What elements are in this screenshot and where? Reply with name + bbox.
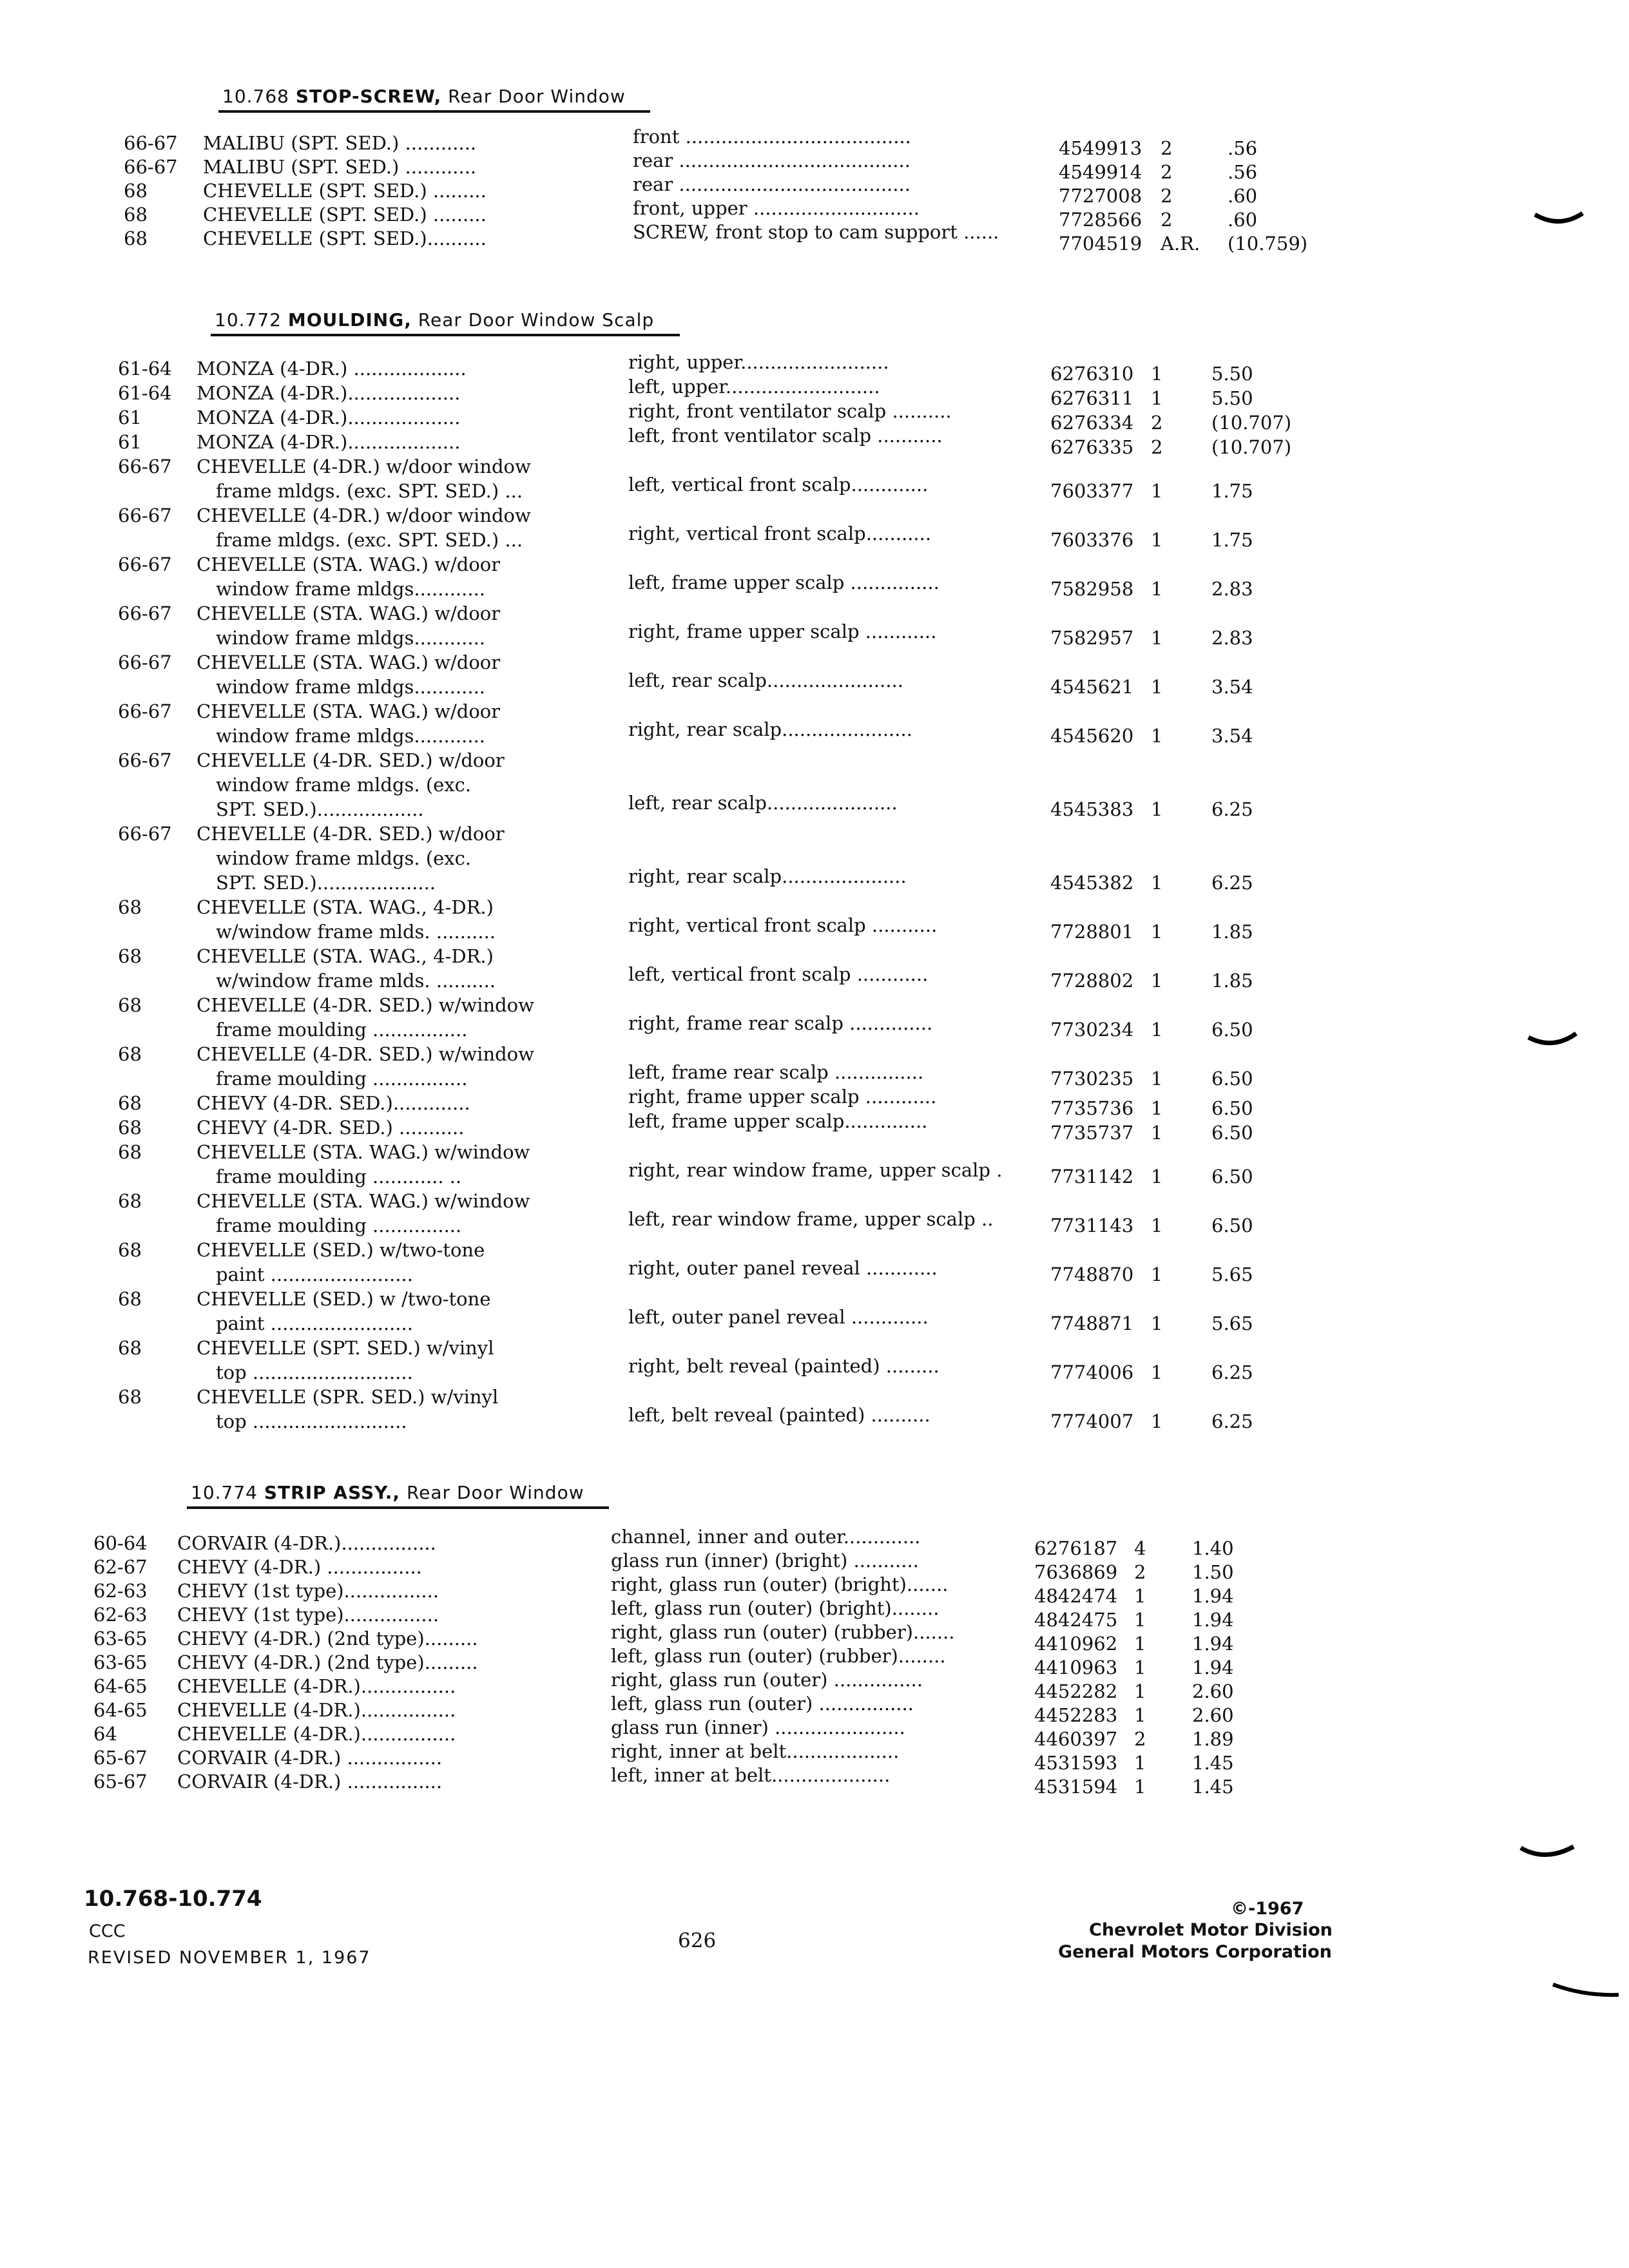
part-number: 7774006 [1050, 1361, 1134, 1383]
price: 6.25 [1211, 1410, 1253, 1432]
price: .60 [1228, 209, 1258, 231]
vehicle-model-line: CHEVELLE (SPT. SED.) w/vinyl [197, 1337, 494, 1359]
part-description: left, outer panel reveal ............. [628, 1306, 929, 1328]
vehicle-model-line: window frame mldgs............ [216, 725, 486, 747]
model-years: 65-67 [93, 1771, 148, 1792]
price: (10.707) [1211, 436, 1292, 458]
vehicle-model-line: frame moulding ............... [216, 1215, 462, 1236]
footer-revised-date: REVISED NOVEMBER 1, 1967 [88, 1948, 371, 1968]
part-number: 7731143 [1050, 1215, 1134, 1236]
quantity: 1 [1151, 1097, 1163, 1119]
part-number: 4460397 [1034, 1728, 1118, 1750]
part-number: 7582958 [1050, 578, 1134, 600]
binder-mark-4 [1552, 1982, 1623, 2008]
section-subtitle: Rear Door Window [448, 86, 626, 107]
part-number: 4452282 [1034, 1680, 1118, 1702]
vehicle-model-line: paint ........................ [216, 1264, 413, 1285]
part-number: 6276310 [1050, 363, 1134, 385]
footer-range: 10.768-10.774 [84, 1886, 262, 1912]
part-number: 4531593 [1034, 1752, 1118, 1774]
part-description: right, glass run (outer) (rubber)....... [611, 1621, 955, 1643]
quantity: 1 [1151, 387, 1163, 409]
part-description: right, upper......................... [628, 351, 889, 373]
vehicle-model-line: CHEVELLE (STA. WAG.) w/door [197, 553, 501, 575]
price: 6.25 [1211, 1361, 1253, 1383]
vehicle-model-line: MONZA (4-DR.)................... [197, 407, 461, 428]
model-years: 66-67 [124, 132, 178, 154]
price: 1.75 [1211, 480, 1253, 502]
vehicle-model-line: window frame mldgs............ [216, 578, 486, 600]
part-description: left, glass run (outer) (rubber)........ [611, 1645, 946, 1667]
section-heading [191, 1482, 584, 1503]
part-description: left, frame upper scalp.............. [628, 1110, 928, 1132]
part-description: glass run (inner) ...................... [611, 1716, 905, 1738]
vehicle-model-line: top ........................... [216, 1361, 413, 1383]
part-description: left, vertical front scalp............. [628, 474, 929, 495]
quantity: 1 [1134, 1657, 1146, 1678]
model-years: 64 [93, 1723, 117, 1745]
part-number: 6276187 [1034, 1537, 1118, 1559]
model-years: 68 [118, 945, 142, 967]
vehicle-model-line: CHEVELLE (STA. WAG., 4-DR.) [197, 945, 494, 967]
part-number: 6276335 [1050, 436, 1134, 458]
part-description: left, glass run (outer) (bright)........ [611, 1597, 940, 1619]
binder-mark-2 [1527, 1031, 1579, 1057]
quantity: 1 [1151, 480, 1163, 502]
model-years: 68 [118, 1239, 142, 1261]
quantity: 1 [1151, 1068, 1163, 1090]
section-underline [218, 110, 650, 113]
price: 3.54 [1211, 676, 1253, 698]
part-number: 4545383 [1050, 798, 1134, 820]
part-number: 7728801 [1050, 921, 1134, 943]
vehicle-model-line: CHEVELLE (4-DR.) w/door window [197, 456, 531, 477]
part-description: right, rear scalp..................... [628, 865, 907, 887]
vehicle-model-line: CHEVY (4-DR.) (2nd type)......... [177, 1651, 478, 1673]
vehicle-model-line: CHEVELLE (STA. WAG.) w/window [197, 1141, 530, 1163]
price: 1.45 [1192, 1776, 1234, 1798]
quantity: 1 [1151, 872, 1163, 894]
model-years: 63-65 [93, 1628, 148, 1649]
quantity: 2 [1161, 209, 1173, 231]
price: 2.60 [1192, 1680, 1234, 1702]
part-number: 7748870 [1050, 1264, 1134, 1285]
part-number: 7748871 [1050, 1312, 1134, 1334]
model-years: 66-67 [118, 456, 172, 477]
price: 2.60 [1192, 1704, 1234, 1726]
vehicle-model-line: CORVAIR (4-DR.) ................ [177, 1771, 443, 1792]
vehicle-model-line: CHEVY (4-DR.) ................ [177, 1556, 422, 1578]
quantity: 1 [1151, 970, 1163, 992]
quantity: 4 [1134, 1537, 1146, 1559]
vehicle-model-line: MONZA (4-DR.)................... [197, 431, 461, 453]
model-years: 66-67 [118, 651, 172, 673]
quantity: 1 [1151, 1410, 1163, 1432]
vehicle-model-line: CHEVELLE (STA. WAG.) w/window [197, 1190, 530, 1212]
quantity: 1 [1151, 363, 1163, 385]
vehicle-model-line: CORVAIR (4-DR.)................ [177, 1532, 436, 1554]
vehicle-model-line: CHEVY (1st type)................ [177, 1580, 439, 1602]
model-years: 68 [118, 1117, 142, 1139]
price: 6.25 [1211, 872, 1253, 894]
vehicle-model-line: CHEVELLE (SPT. SED.) ......... [203, 180, 487, 202]
part-description: right, glass run (outer) (bright)....... [611, 1573, 949, 1595]
part-description: front, upper ............................ [633, 197, 920, 219]
part-description: SCREW, front stop to cam support ...... [633, 221, 999, 243]
price: 2.83 [1211, 627, 1253, 649]
part-number: 4545620 [1050, 725, 1134, 747]
model-years: 66-67 [124, 156, 178, 178]
quantity: 1 [1151, 921, 1163, 943]
part-number: 4410962 [1034, 1633, 1118, 1655]
quantity: 1 [1151, 1122, 1163, 1144]
price: 6.50 [1211, 1097, 1253, 1119]
quantity: 1 [1134, 1752, 1146, 1774]
quantity: 2 [1151, 436, 1163, 458]
quantity: 1 [1134, 1633, 1146, 1655]
vehicle-model-line: CHEVELLE (SED.) w /two-tone [197, 1288, 491, 1310]
part-description: glass run (inner) (bright) ........... [611, 1550, 919, 1571]
vehicle-model-line: CHEVELLE (STA. WAG., 4-DR.) [197, 896, 494, 918]
price: 1.94 [1192, 1585, 1234, 1607]
quantity: A.R. [1161, 233, 1200, 255]
model-years: 66-67 [118, 505, 172, 526]
price: 6.50 [1211, 1122, 1253, 1144]
section-subtitle: Rear Door Window Scalp [418, 309, 655, 331]
vehicle-model-line: CHEVELLE (STA. WAG.) w/door [197, 602, 501, 624]
section-heading [215, 309, 654, 331]
part-description: right, rear window frame, upper scalp . [628, 1159, 1003, 1181]
model-years: 61 [118, 431, 142, 453]
part-description: left, vertical front scalp ............ [628, 963, 929, 985]
model-years: 66-67 [118, 553, 172, 575]
model-years: 68 [124, 180, 148, 202]
section-number: 10.772 [215, 309, 282, 331]
vehicle-model-line: CHEVY (4-DR. SED.) ........... [197, 1117, 465, 1139]
price: 1.45 [1192, 1752, 1234, 1774]
price: 1.89 [1192, 1728, 1234, 1750]
vehicle-model-line: window frame mldgs............ [216, 627, 486, 649]
part-description: right, glass run (outer) ............... [611, 1669, 923, 1691]
section-title: STOP-SCREW, [295, 86, 442, 107]
price: 6.50 [1211, 1166, 1253, 1187]
part-description: right, vertical front scalp........... [628, 523, 932, 544]
vehicle-model-line: CHEVY (4-DR. SED.)............. [197, 1092, 470, 1114]
vehicle-model-line: frame mldgs. (exc. SPT. SED.) ... [216, 529, 523, 551]
part-description: left, belt reveal (painted) .......... [628, 1404, 930, 1426]
part-description: left, inner at belt.................... [611, 1764, 891, 1786]
part-description: left, frame rear scalp ............... [628, 1061, 924, 1083]
quantity: 1 [1151, 627, 1163, 649]
model-years: 68 [118, 1386, 142, 1408]
vehicle-model-line: MALIBU (SPT. SED.) ............ [203, 132, 477, 154]
price: 1.50 [1192, 1561, 1234, 1583]
section-title: MOULDING, [287, 309, 412, 331]
model-years: 61 [118, 407, 142, 428]
footer-corporation: General Motors Corporation [1058, 1942, 1332, 1962]
price: 1.85 [1211, 921, 1253, 943]
part-number: 4842474 [1034, 1585, 1118, 1607]
model-years: 60-64 [93, 1532, 148, 1554]
part-number: 4410963 [1034, 1657, 1118, 1678]
quantity: 1 [1151, 578, 1163, 600]
part-number: 4545621 [1050, 676, 1134, 698]
section-heading [222, 86, 626, 107]
part-number: 7603377 [1050, 480, 1134, 502]
vehicle-model-line: frame moulding ................ [216, 1019, 468, 1041]
quantity: 1 [1151, 529, 1163, 551]
quantity: 2 [1134, 1728, 1146, 1750]
model-years: 63-65 [93, 1651, 148, 1673]
section-subtitle: Rear Door Window [406, 1482, 584, 1503]
part-number: 7704519 [1059, 233, 1142, 255]
part-number: 7636869 [1034, 1561, 1118, 1583]
quantity: 1 [1151, 676, 1163, 698]
model-years: 66-67 [118, 823, 172, 845]
quantity: 1 [1134, 1680, 1146, 1702]
price: 6.25 [1211, 798, 1253, 820]
quantity: 1 [1151, 1312, 1163, 1334]
price: 5.50 [1211, 363, 1253, 385]
quantity: 1 [1151, 1215, 1163, 1236]
section-number: 10.774 [191, 1482, 258, 1503]
vehicle-model-line: SPT. SED.).................. [216, 798, 424, 820]
model-years: 62-63 [93, 1604, 148, 1626]
price: 1.40 [1192, 1537, 1234, 1559]
part-description: right, outer panel reveal ............ [628, 1257, 938, 1279]
part-description: rear ....................................... [633, 173, 911, 195]
quantity: 1 [1151, 1361, 1163, 1383]
vehicle-model-line: SPT. SED.).................... [216, 872, 436, 894]
vehicle-model-line: CHEVELLE (4-DR.)................ [177, 1723, 456, 1745]
quantity: 1 [1151, 1166, 1163, 1187]
section-underline [211, 334, 680, 336]
part-description: left, frame upper scalp ............... [628, 572, 940, 593]
price: 5.65 [1211, 1312, 1253, 1334]
vehicle-model-line: CHEVELLE (SPT. SED.).......... [203, 227, 487, 249]
page-number: 626 [678, 1929, 717, 1952]
binder-mark-1 [1534, 209, 1585, 235]
quantity: 2 [1161, 137, 1173, 159]
price: (10.707) [1211, 412, 1292, 434]
part-number: 7730234 [1050, 1019, 1134, 1041]
vehicle-model-line: CHEVY (1st type)................ [177, 1604, 439, 1626]
quantity: 2 [1134, 1561, 1146, 1583]
vehicle-model-line: CHEVELLE (4-DR. SED.) w/window [197, 1043, 534, 1065]
price: 1.94 [1192, 1609, 1234, 1631]
footer-copyright: ©-1967 [1231, 1899, 1304, 1919]
price: 1.94 [1192, 1657, 1234, 1678]
vehicle-model-line: top .......................... [216, 1410, 407, 1432]
vehicle-model-line: w/window frame mlds. .......... [216, 921, 496, 943]
vehicle-model-line: w/window frame mlds. .......... [216, 970, 496, 992]
part-description: left, rear window frame, upper scalp .. [628, 1208, 994, 1230]
part-description: right, frame rear scalp .............. [628, 1012, 933, 1034]
part-number: 7774007 [1050, 1410, 1134, 1432]
model-years: 68 [118, 1043, 142, 1065]
vehicle-model-line: CHEVELLE (SPT. SED.) ......... [203, 204, 487, 226]
vehicle-model-line: CHEVELLE (SED.) w/two-tone [197, 1239, 485, 1261]
model-years: 66-67 [118, 602, 172, 624]
vehicle-model-line: window frame mldgs............ [216, 676, 486, 698]
vehicle-model-line: CHEVELLE (STA. WAG.) w/door [197, 651, 501, 673]
part-description: left, glass run (outer) ................ [611, 1693, 914, 1715]
vehicle-model-line: CHEVELLE (4-DR.)................ [177, 1675, 456, 1697]
part-number: 4842475 [1034, 1609, 1118, 1631]
part-number: 7735737 [1050, 1122, 1134, 1144]
part-description: channel, inner and outer............. [611, 1526, 921, 1548]
price: 1.85 [1211, 970, 1253, 992]
part-number: 7603376 [1050, 529, 1134, 551]
price: 1.94 [1192, 1633, 1234, 1655]
model-years: 62-63 [93, 1580, 148, 1602]
price: 6.50 [1211, 1019, 1253, 1041]
model-years: 68 [124, 227, 148, 249]
model-years: 68 [118, 1190, 142, 1212]
model-years: 61-64 [118, 358, 172, 380]
section-number: 10.768 [222, 86, 289, 107]
vehicle-model-line: CHEVELLE (4-DR. SED.) w/door [197, 823, 505, 845]
price: .56 [1228, 161, 1258, 183]
vehicle-model-line: CHEVELLE (STA. WAG.) w/door [197, 700, 501, 722]
quantity: 1 [1151, 798, 1163, 820]
binder-mark-3 [1519, 1843, 1577, 1869]
part-description: right, vertical front scalp ........... [628, 914, 938, 936]
part-description: left, rear scalp....................... [628, 669, 903, 691]
part-number: 7727008 [1059, 185, 1142, 207]
part-description: left, upper.......................... [628, 376, 880, 398]
price: .60 [1228, 185, 1258, 207]
model-years: 68 [124, 204, 148, 226]
part-number: 4531594 [1034, 1776, 1118, 1798]
price: (10.759) [1228, 233, 1308, 255]
footer-code: CCC [89, 1921, 126, 1941]
vehicle-model-line: frame moulding ................ [216, 1068, 468, 1090]
price: 1.75 [1211, 529, 1253, 551]
vehicle-model-line: CHEVELLE (SPR. SED.) w/vinyl [197, 1386, 499, 1408]
vehicle-model-line: MONZA (4-DR.)................... [197, 382, 461, 404]
price: .56 [1228, 137, 1258, 159]
price: 3.54 [1211, 725, 1253, 747]
model-years: 68 [118, 994, 142, 1016]
part-number: 6276334 [1050, 412, 1134, 434]
vehicle-model-line: window frame mldgs. (exc. [216, 847, 472, 869]
price: 2.83 [1211, 578, 1253, 600]
part-number: 4545382 [1050, 872, 1134, 894]
model-years: 68 [118, 1337, 142, 1359]
quantity: 2 [1151, 412, 1163, 434]
vehicle-model-line: CORVAIR (4-DR.) ................ [177, 1747, 443, 1769]
quantity: 2 [1161, 185, 1173, 207]
price: 5.50 [1211, 387, 1253, 409]
quantity: 2 [1161, 161, 1173, 183]
model-years: 66-67 [118, 749, 172, 771]
part-number: 6276311 [1050, 387, 1134, 409]
part-description: right, frame upper scalp ............ [628, 1086, 937, 1108]
quantity: 1 [1151, 1264, 1163, 1285]
part-description: left, rear scalp...................... [628, 792, 898, 814]
part-number: 7728802 [1050, 970, 1134, 992]
part-description: left, front ventilator scalp ........... [628, 425, 943, 447]
price: 6.50 [1211, 1068, 1253, 1090]
vehicle-model-line: window frame mldgs. (exc. [216, 774, 472, 796]
quantity: 1 [1151, 1019, 1163, 1041]
vehicle-model-line: CHEVY (4-DR.) (2nd type)......... [177, 1628, 478, 1649]
part-number: 7731142 [1050, 1166, 1134, 1187]
model-years: 68 [118, 896, 142, 918]
quantity: 1 [1134, 1776, 1146, 1798]
vehicle-model-line: CHEVELLE (4-DR. SED.) w/window [197, 994, 534, 1016]
part-number: 7735736 [1050, 1097, 1134, 1119]
footer-division: Chevrolet Motor Division [1089, 1920, 1333, 1940]
vehicle-model-line: CHEVELLE (4-DR.)................ [177, 1699, 456, 1721]
vehicle-model-line: CHEVELLE (4-DR. SED.) w/door [197, 749, 505, 771]
price: 5.65 [1211, 1264, 1253, 1285]
vehicle-model-line: frame mldgs. (exc. SPT. SED.) ... [216, 480, 523, 502]
part-number: 4549914 [1059, 161, 1142, 183]
part-number: 4452283 [1034, 1704, 1118, 1726]
model-years: 61-64 [118, 382, 172, 404]
vehicle-model-line: frame moulding ............ .. [216, 1166, 462, 1187]
section-underline [187, 1506, 609, 1509]
model-years: 68 [118, 1288, 142, 1310]
vehicle-model-line: MALIBU (SPT. SED.) ............ [203, 156, 477, 178]
vehicle-model-line: paint ........................ [216, 1312, 413, 1334]
quantity: 1 [1134, 1609, 1146, 1631]
part-description: right, inner at belt................... [611, 1740, 900, 1762]
quantity: 1 [1134, 1704, 1146, 1726]
part-description: right, rear scalp...................... [628, 718, 912, 740]
part-description: front ...................................... [633, 126, 911, 148]
model-years: 68 [118, 1092, 142, 1114]
part-number: 7728566 [1059, 209, 1142, 231]
vehicle-model-line: CHEVELLE (4-DR.) w/door window [197, 505, 531, 526]
part-description: right, front ventilator scalp .......... [628, 400, 952, 422]
quantity: 1 [1151, 725, 1163, 747]
part-description: rear ....................................... [633, 149, 911, 171]
model-years: 64-65 [93, 1699, 148, 1721]
model-years: 65-67 [93, 1747, 148, 1769]
part-number: 7582957 [1050, 627, 1134, 649]
quantity: 1 [1134, 1585, 1146, 1607]
model-years: 64-65 [93, 1675, 148, 1697]
vehicle-model-line: MONZA (4-DR.) ................... [197, 358, 467, 380]
part-number: 4549913 [1059, 137, 1142, 159]
model-years: 66-67 [118, 700, 172, 722]
price: 6.50 [1211, 1215, 1253, 1236]
part-description: right, belt reveal (painted) ......... [628, 1355, 940, 1377]
model-years: 62-67 [93, 1556, 148, 1578]
part-number: 7730235 [1050, 1068, 1134, 1090]
model-years: 68 [118, 1141, 142, 1163]
section-title: STRIP ASSY., [264, 1482, 401, 1503]
part-description: right, frame upper scalp ............ [628, 620, 937, 642]
